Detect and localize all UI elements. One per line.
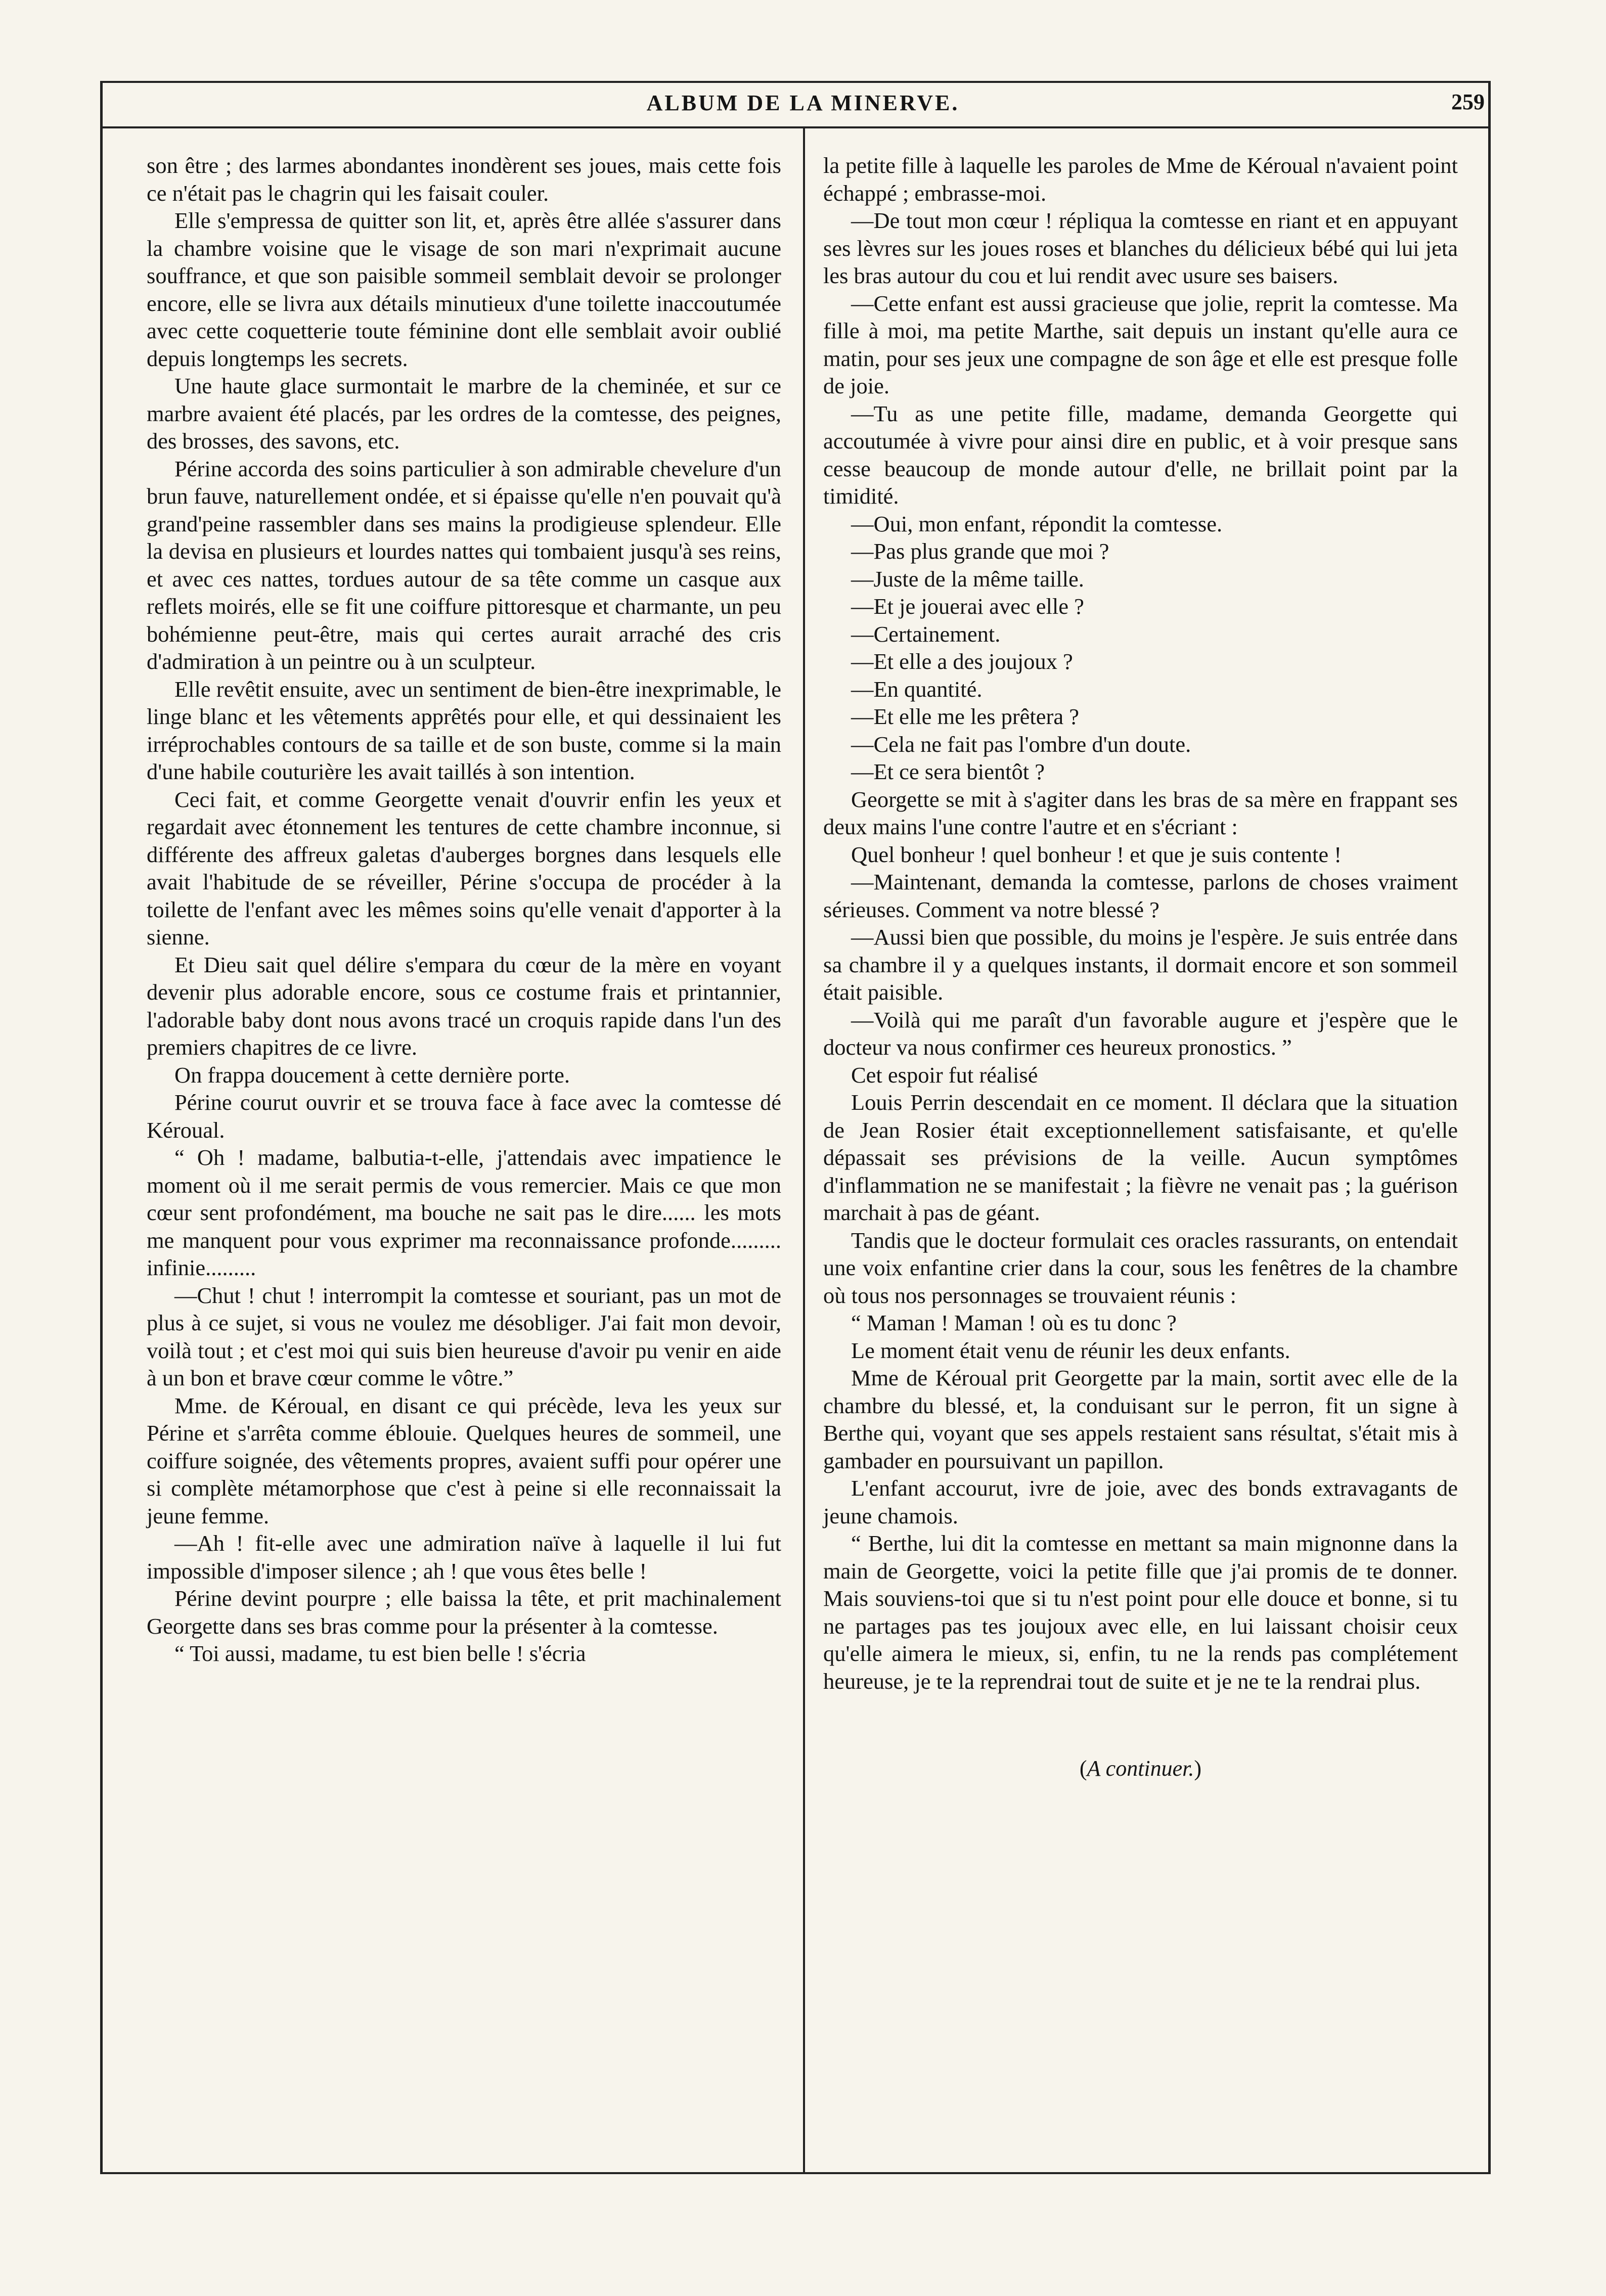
page-header-title: ALBUM DE LA MINERVE. — [646, 91, 960, 115]
paragraph: Georgette se mit à s'agiter dans les bras de sa mère en frappant ses deux mains l'une contre l'autre et en s'écriant : — [823, 786, 1458, 839]
column-divider — [803, 126, 805, 2174]
paragraph: Le moment était venu de réunir les deux enfants. — [851, 1337, 1290, 1363]
paragraph: —Tu as une petite fille, madame, demanda Georgette qui accoutumée à vivre pour ainsi dire en public, et à voir presque sans cesse beaucoup de monde autour d'elle, ne brillait point par la timidité. — [823, 400, 1458, 509]
paragraph: Tandis que le docteur formulait ces oracles rassurants, on entendait une voix enfantine crier dans la cour, sous les fenêtres de la chambre où tous nos personnages se trouvaient réunis : — [823, 1227, 1458, 1308]
paragraph: —Cela ne fait pas l'ombre d'un doute. — [851, 731, 1191, 757]
paragraph: —Voilà qui me paraît d'un favorable augure et j'espère que le docteur va nous confirmer ces heureux pronostics. ” — [823, 1007, 1458, 1060]
continuation-note — [823, 1755, 1458, 1781]
paragraph: —Aussi bien que possible, du moins je l'espère. Je suis entrée dans sa chambre il y a quelques instants, il dormait encore et son sommeil était paisible. — [823, 924, 1458, 1005]
paragraph: Périne devint pourpre ; elle baissa la tête, et prit machinalement Georgette dans ses bras comme pour la présenter à la comtesse. — [147, 1586, 781, 1639]
paragraph: —Pas plus grande que moi ? — [851, 538, 1109, 564]
page-number: 259 — [1451, 89, 1485, 114]
paragraph: Et Dieu sait quel délire s'empara du cœur de la mère en voyant devenir plus adorable encore, sous ce costume frais et printannier, l'adorable baby dont nous avons tracé un croquis rapide dans l'un des premiers chapitres de ce livre. — [147, 952, 781, 1060]
continuation-text: A continuer. — [1087, 1756, 1194, 1781]
paragraph: son être ; des larmes abondantes inondèrent ses joues, mais cette fois ce n'était pas le chagrin qui les faisait couler. — [147, 153, 781, 206]
paragraph: —Certainement. — [851, 621, 1001, 647]
frame-right-rule — [1488, 81, 1491, 2174]
paragraph: Mme. de Kéroual, en disant ce qui précède, leva les yeux sur Périne et s'arrêta comme éblouie. Quelques heures de sommeil, une coiffure soignée, des vêtements propres, avaient suffi pour opérer une si complète métamorphose que c'est à peine si elle reconnaissait la jeune femme. — [147, 1392, 781, 1528]
paragraph: L'enfant accourut, ivre de joie, avec des bonds extravagants de jeune chamois. — [823, 1475, 1458, 1528]
paragraph: “ Oh ! madame, balbutia-t-elle, j'attendais avec impatience le moment où il me serait permis de vous remercier. Mais ce que mon cœur sent profondément, ma bouche ne sait pas le dire...... les mots me manquent pour vous exprimer ma reconnaissance profonde......... infinie......... — [147, 1145, 781, 1280]
header-rule-bottom — [100, 126, 1491, 128]
paragraph: Cet espoir fut réalisé — [851, 1062, 1038, 1088]
paragraph: —Et je jouerai avec elle ? — [851, 594, 1084, 619]
paragraph: Ceci fait, et comme Georgette venait d'ouvrir enfin les yeux et regardait avec étonnement les tentures de cette chambre inconnue, si différente des affreux galetas d'auberges borgnes dans lesquels elle avait l'habitude de se réveiller, Périne s'occupa de procéder à la toilette de l'enfant avec les mêmes soins qu'elle venait d'apporter à la sienne. — [147, 786, 781, 950]
paragraph: —En quantité. — [851, 676, 983, 702]
right-column-text — [823, 152, 1458, 1695]
left-column — [147, 152, 781, 1668]
continuation-open-paren: ( — [1079, 1756, 1087, 1781]
paragraph: —Ah ! fit-elle avec une admiration naïve à laquelle il lui fut impossible d'imposer silence ; ah ! que vous êtes belle ! — [147, 1530, 781, 1584]
paragraph: —Oui, mon enfant, répondit la comtesse. — [851, 511, 1223, 536]
paragraph: Périne courut ouvrir et se trouva face à face avec la comtesse dé Kéroual. — [147, 1090, 781, 1143]
paragraph: —Et ce sera bientôt ? — [851, 759, 1045, 784]
paragraph: —Chut ! chut ! interrompit la comtesse et souriant, pas un mot de plus à ce sujet, si vous ne voulez me désobliger. J'ai fait mon devoir, voilà tout ; et c'est moi qui suis bien heureuse d'avoir pu venir en aide à un bon et brave cœur comme le vôtre.” — [147, 1282, 781, 1390]
paragraph: On frappa doucement à cette dernière porte. — [174, 1062, 570, 1088]
frame-left-rule — [100, 81, 103, 2174]
paragraph: Mme de Kéroual prit Georgette par la main, sortit avec elle de la chambre du blessé, et, la conduisant sur le perron, fit un signe à Berthe qui, voyant que ses appels restaient sans résultat, s'était mis à gambader en poursuivant un papillon. — [823, 1365, 1458, 1473]
paragraph: Une haute glace surmontait le marbre de la cheminée, et sur ce marbre avaient été placés, par les ordres de la comtesse, des peignes, des brosses, des savons, etc. — [147, 373, 781, 454]
paragraph: “ Maman ! Maman ! où es tu donc ? — [851, 1310, 1177, 1335]
paragraph: —Cette enfant est aussi gracieuse que jolie, reprit la comtesse. Ma fille à moi, ma petite Marthe, sait depuis un instant qu'elle aura ce matin, pour ses jeux une compagne de son âge et elle est presque folle de joie. — [823, 290, 1458, 398]
paragraph: Quel bonheur ! quel bonheur ! et que je suis contente ! — [851, 841, 1342, 867]
paragraph: —De tout mon cœur ! répliqua la comtesse en riant et en appuyant ses lèvres sur les joues roses et blanches du délicieux bébé qui lui jeta les bras autour du cou et lui rendit avec usure ses baisers. — [823, 208, 1458, 288]
paragraph: —Juste de la même taille. — [851, 566, 1084, 592]
paragraph: “ Toi aussi, madame, tu est bien belle ! s'écria — [174, 1641, 586, 1666]
paragraph: Elle revêtit ensuite, avec un sentiment de bien-être inexprimable, le linge blanc et les vêtements apprêtés pour elle, et qui dessinaient les irréprochables contours de sa taille et de son buste, comme si la main d'une habile couturière les avait taillés à son intention. — [147, 676, 781, 784]
header-rule-top — [100, 81, 1491, 83]
paragraph: la petite fille à laquelle les paroles de Mme de Kéroual n'avaient point échappé ; embrasse-moi. — [823, 153, 1458, 206]
paragraph: Louis Perrin descendait en ce moment. Il déclara que la situation de Jean Rosier était exceptionnellement satisfaisante, et qu'elle dépassait ses prévisions de la veille. Aucun symptômes d'inflammation ne se manifestait ; la fièvre ne venait pas ; la guérison marchait à pas de géant. — [823, 1090, 1458, 1225]
paragraph: “ Berthe, lui dit la comtesse en mettant sa main mignonne dans la main de Georgette, voici la petite fille que j'ai promis de te donner. Mais souviens-toi que si tu n'est point pour elle douce et bonne, si tu ne partages pas tes joujoux avec elle, en lui laissant choisir ceux qu'elle aimera le mieux, si, enfin, tu ne la rends pas complétement heureuse, je te la reprendrai tout de suite et je ne te la rendrai plus. — [823, 1530, 1458, 1694]
right-column — [823, 152, 1458, 1781]
paragraph: —Maintenant, demanda la comtesse, parlons de choses vraiment sérieuses. Comment va notre blessé ? — [823, 869, 1458, 922]
paragraph: —Et elle me les prêtera ? — [851, 704, 1079, 729]
paragraph: —Et elle a des joujoux ? — [851, 649, 1073, 674]
continuation-close-paren: ) — [1194, 1756, 1202, 1781]
paragraph: Périne accorda des soins particulier à son admirable chevelure d'un brun fauve, naturellement ondée, et si épaisse qu'elle n'en pouvait qu'à grand'peine rassembler dans ses mains la prodigieuse splendeur. Elle la devisa en plusieurs et lourdes nattes qui tombaient jusqu'à ses reins, et avec ces nattes, tordues autour de sa tête comme un casque aux reflets moirés, elle se fit une coiffure pittoresque et charmante, un peu bohémienne peut-être, mais qui certes aurait arraché des cris d'admiration à un peintre ou à un sculpteur. — [147, 456, 781, 674]
footer-rule — [100, 2172, 1491, 2174]
paragraph: Elle s'empressa de quitter son lit, et, après être allée s'assurer dans la chambre voisine que le visage de son mari n'exprimait aucune souffrance, et que son paisible sommeil semblait devoir se prolonger encore, elle se livra aux détails minutieux d'une toilette inaccoutumée avec cette coquetterie toute féminine dont elle semblait avoir oublié depuis longtemps les secrets. — [147, 208, 781, 371]
